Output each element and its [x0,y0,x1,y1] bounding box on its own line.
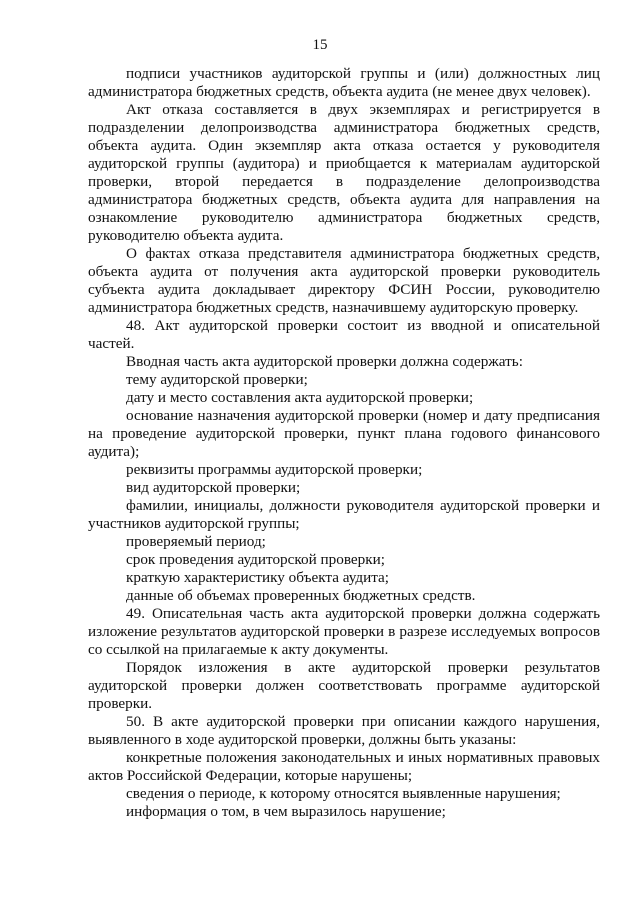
list-item: данные об объемах проверенных бюджетных средств. [126,587,476,604]
paragraph: Порядок изложения в акте аудиторской проверки результатов аудиторской проверки должен соответствовать программе аудиторской проверки. [88,659,600,712]
list-item: вид аудиторской проверки; [126,479,301,496]
list-item: информация о том, в чем выразилось нарушение; [126,803,446,820]
list-item: основание назначения аудиторской проверки (номер и дату предписания на проведение аудиторской проверки, пункт плана годового финансового аудита); [88,407,600,460]
list-item: реквизиты программы аудиторской проверки; [126,461,423,478]
paragraph: подписи участников аудиторской группы и (или) должностных лиц администратора бюджетных средств, объекта аудита (не менее двух человек). [88,65,600,100]
list-item: сведения о периоде, к которому относятся выявленные нарушения; [126,785,561,802]
paragraph: 50. В акте аудиторской проверки при описании каждого нарушения, выявленного в ходе аудиторской проверки, должны быть указаны: [88,713,600,748]
page-number: 15 [312,37,328,53]
document-body [88,65,600,821]
list-item: конкретные положения законодательных и иных нормативных правовых актов Российской Федерации, которые нарушены; [88,749,600,784]
paragraph: О фактах отказа представителя администратора бюджетных средств, объекта аудита от получения акта аудиторской проверки руководитель субъекта аудита докладывает директору ФСИН России, руководителю администратора бюджетных средств, назначившему аудиторскую проверку. [88,245,600,316]
list-item: тему аудиторской проверки; [126,371,308,388]
list-item: фамилии, инициалы, должности руководителя аудиторской проверки и участников аудиторской группы; [88,497,600,532]
list-item: срок проведения аудиторской проверки; [126,551,385,568]
list-item: краткую характеристику объекта аудита; [126,569,389,586]
list-item: дату и место составления акта аудиторской проверки; [126,389,474,406]
list-item: проверяемый период; [126,533,266,550]
paragraph: 49. Описательная часть акта аудиторской проверки должна содержать изложение результатов аудиторской проверки в разрезе исследуемых вопросов со ссылкой на прилагаемые к акту документы. [88,605,600,658]
paragraph: 48. Акт аудиторской проверки состоит из вводной и описательной частей. [88,317,600,352]
paragraph: Вводная часть акта аудиторской проверки должна содержать: [126,353,523,370]
paragraph: Акт отказа составляется в двух экземплярах и регистрируется в подразделении делопроизводства администратора бюджетных средств, объекта аудита. Один экземпляр акта отказа остается у руководителя аудиторской группы (аудитора) и приобщается к материалам аудиторской проверки, второй передается в подразделение делопроизводства администратора бюджетных средств, объекта аудита для направления на ознакомление руководителю администратора бюджетных средств, руководителю объекта аудита. [88,101,600,244]
